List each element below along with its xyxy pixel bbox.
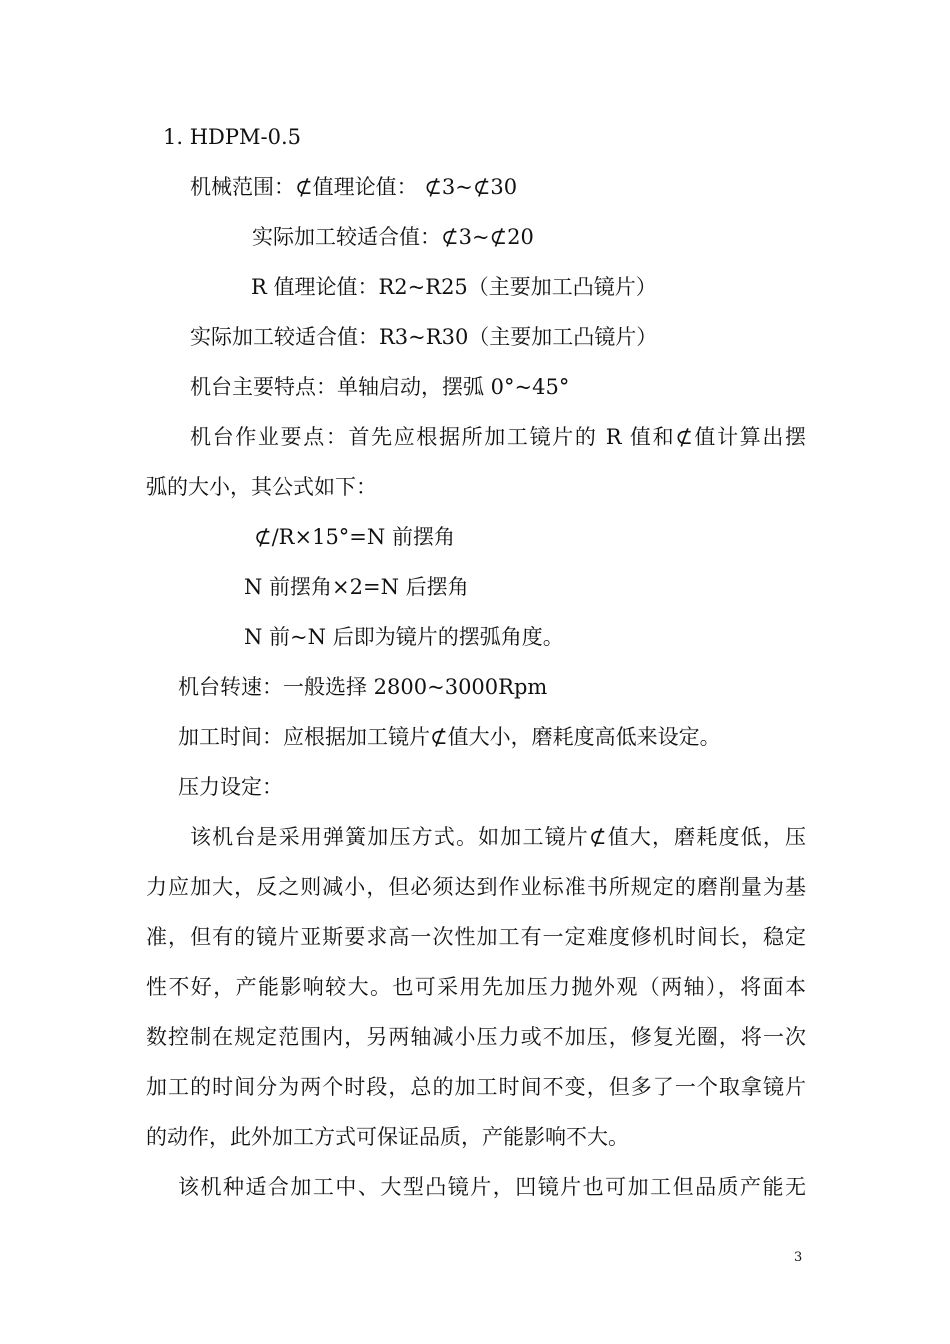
text-line-machine-features: 机台主要特点：单轴启动，摆弧 0°~45° — [190, 375, 570, 399]
paragraph-pressure-line-5: 数控制在规定范围内，另两轴减小压力或不加压，修复光圈，将一次 — [146, 1025, 806, 1049]
paragraph-pressure-line-2: 力应加大，反之则减小，但必须达到作业标准书所规定的磨削量为基 — [146, 875, 806, 899]
text-line-operation-points: 机台作业要点：首先应根据所加工镜片的 R 值和⊄值计算出摆 — [190, 425, 806, 449]
formula-swing-range: N 前~N 后即为镜片的摆弧角度。 — [244, 625, 564, 649]
paragraph-pressure-line-6: 加工的时间分为两个时段，总的加工时间不变，但多了一个取拿镜片 — [146, 1075, 806, 1099]
text-line-practical-diameter: 实际加工较适合值：⊄3~⊄20 — [252, 225, 534, 249]
text-line-machine-speed: 机台转速：一般选择 2800~3000Rpm — [178, 675, 548, 699]
paragraph-pressure-line-4: 性不好，产能影响较大。也可采用先加压力抛外观（两轴），将面本 — [146, 975, 806, 999]
text-line-practical-radius: 实际加工较适合值：R3~R30（主要加工凸镜片） — [190, 325, 658, 349]
section-heading: 1. HDPM-0.5 — [163, 125, 301, 149]
text-line-pressure-heading: 压力设定： — [178, 775, 283, 799]
formula-rear-angle: N 前摆角×2=N 后摆角 — [244, 575, 469, 599]
paragraph-suitability-line-1: 该机种适合加工中、大型凸镜片，凹镜片也可加工但品质产能无 — [178, 1175, 806, 1199]
text-line-mechanical-range: 机械范围：⊄值理论值： ⊄3~⊄30 — [190, 175, 518, 199]
text-line-processing-time: 加工时间：应根据加工镜片⊄值大小，磨耗度高低来设定。 — [178, 725, 721, 749]
formula-front-angle: ⊄/R×15°=N 前摆角 — [254, 525, 455, 549]
paragraph-pressure-line-7: 的动作，此外加工方式可保证品质，产能影响不大。 — [146, 1125, 629, 1149]
text-line-formula-intro: 弧的大小，其公式如下： — [146, 475, 377, 499]
text-line-radius-theory: R 值理论值：R2~R25（主要加工凸镜片） — [251, 275, 657, 299]
page-number: 3 — [794, 1250, 803, 1265]
paragraph-pressure-line-1: 该机台是采用弹簧加压方式。如加工镜片⊄值大，磨耗度低，压 — [190, 825, 806, 849]
paragraph-pressure-line-3: 准，但有的镜片亚斯要求高一次性加工有一定难度修机时间长，稳定 — [146, 925, 806, 949]
